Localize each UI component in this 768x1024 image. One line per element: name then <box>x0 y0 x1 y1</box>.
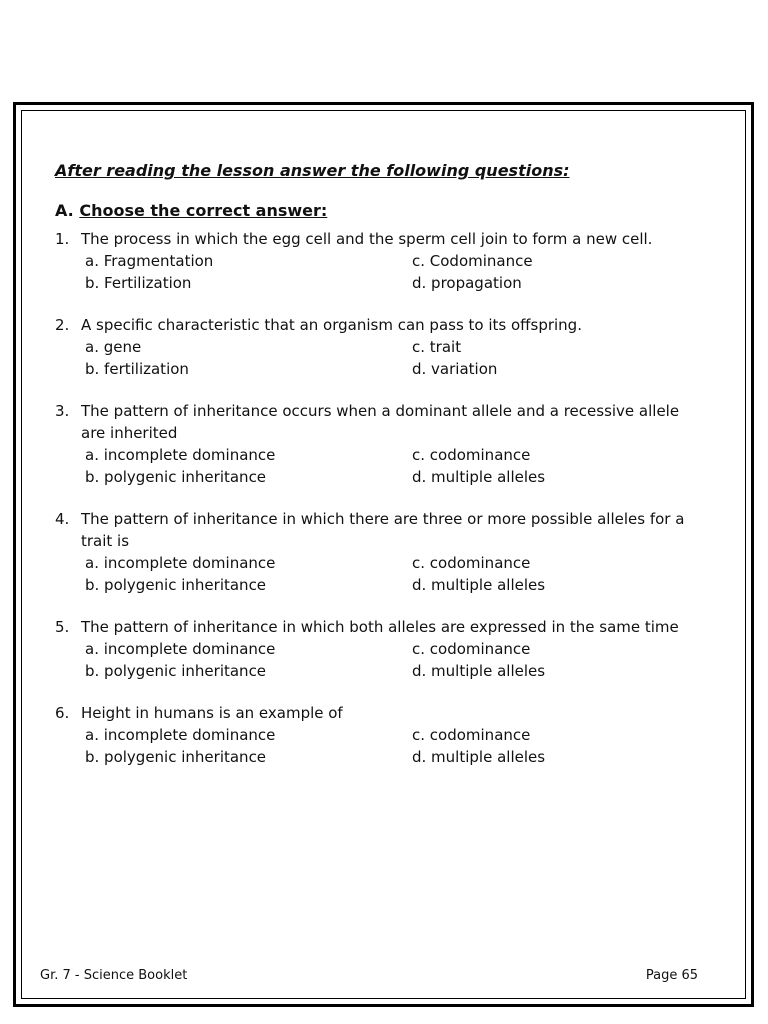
option-c[interactable]: c. codominance <box>412 726 531 744</box>
footer-page-number: Page 65 <box>645 968 698 983</box>
option-c[interactable]: c. codominance <box>412 640 531 658</box>
question-4 <box>55 508 705 596</box>
option-d[interactable]: d. multiple alleles <box>412 748 546 766</box>
option-b[interactable]: b. polygenic inheritance <box>85 748 267 766</box>
option-b[interactable]: b. fertilization <box>85 360 189 378</box>
question-number: 5. <box>55 618 70 636</box>
option-a[interactable]: a. gene <box>85 338 142 356</box>
question-number: 1. <box>55 230 70 248</box>
option-c[interactable]: c. codominance <box>412 446 531 464</box>
option-a[interactable]: a. incomplete dominance <box>85 554 276 572</box>
option-c[interactable]: c. trait <box>412 338 462 356</box>
question-text: The pattern of inheritance occurs when a dominant allele and a recessive allele are inherited <box>81 402 680 442</box>
option-d[interactable]: d. multiple alleles <box>412 662 546 680</box>
answer-options <box>85 444 705 488</box>
option-b[interactable]: b. polygenic inheritance <box>85 468 267 486</box>
question-text: The pattern of inheritance in which both alleles are expressed in the same time <box>81 618 679 636</box>
question-number: 4. <box>55 510 70 528</box>
question-number: 2. <box>55 316 70 334</box>
question-3 <box>55 400 705 488</box>
option-a[interactable]: a. Fragmentation <box>85 252 214 270</box>
option-d[interactable]: d. propagation <box>412 274 522 292</box>
page-footer <box>40 968 698 983</box>
option-b[interactable]: b. polygenic inheritance <box>85 662 267 680</box>
section-title-text: Choose the correct answer: <box>79 201 328 220</box>
option-d[interactable]: d. variation <box>412 360 498 378</box>
option-b[interactable]: b. polygenic inheritance <box>85 576 267 594</box>
section-a-title <box>55 200 705 222</box>
option-b[interactable]: b. Fertilization <box>85 274 192 292</box>
footer-booklet-label: Gr. 7 - Science Booklet <box>40 968 188 983</box>
question-text: Height in humans is an example of <box>81 704 343 722</box>
section-label: A. <box>55 201 74 220</box>
question-2 <box>55 314 705 380</box>
question-text: The process in which the egg cell and the sperm cell join to form a new cell. <box>81 230 653 248</box>
question-6 <box>55 702 705 768</box>
option-a[interactable]: a. incomplete dominance <box>85 446 276 464</box>
question-number: 6. <box>55 704 70 722</box>
option-c[interactable]: c. Codominance <box>412 252 533 270</box>
answer-options <box>85 552 705 596</box>
answer-options <box>85 724 705 768</box>
question-5 <box>55 616 705 682</box>
answer-options <box>85 638 705 682</box>
worksheet-heading: After reading the lesson answer the following questions: <box>55 161 570 180</box>
answer-options <box>85 336 705 380</box>
option-a[interactable]: a. incomplete dominance <box>85 726 276 744</box>
question-number: 3. <box>55 402 70 420</box>
answer-options <box>85 250 705 294</box>
option-d[interactable]: d. multiple alleles <box>412 576 546 594</box>
option-c[interactable]: c. codominance <box>412 554 531 572</box>
question-text: The pattern of inheritance in which there are three or more possible alleles for a trait is <box>81 510 685 550</box>
question-1 <box>55 228 705 294</box>
option-d[interactable]: d. multiple alleles <box>412 468 546 486</box>
worksheet-content <box>55 160 705 788</box>
option-a[interactable]: a. incomplete dominance <box>85 640 276 658</box>
question-text: A specific characteristic that an organism can pass to its offspring. <box>81 316 582 334</box>
